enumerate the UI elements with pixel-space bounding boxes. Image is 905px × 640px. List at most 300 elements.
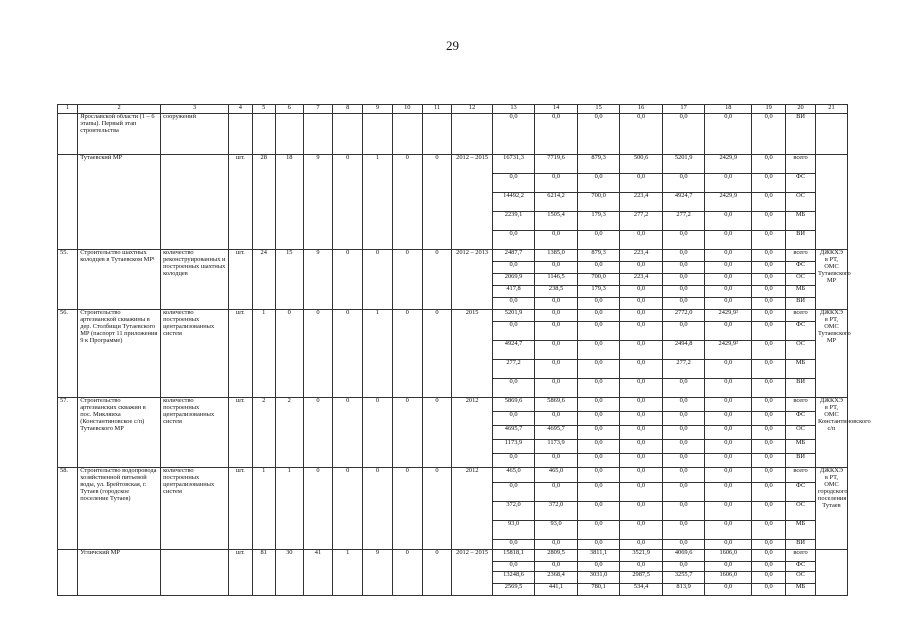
funding-source: МБ — [786, 286, 816, 298]
amount-cell: 16731,3 — [492, 155, 535, 174]
executor: ДЖКХЭ в РТ, ОМС Константиновского с/п — [815, 398, 847, 468]
amount-cell: 0,0 — [492, 322, 535, 341]
value-col6: 0 — [275, 310, 303, 398]
table-row — [58, 550, 848, 562]
amount-cell: 0,0 — [492, 540, 535, 550]
amount-cell: 0,0 — [577, 114, 620, 155]
amount-cell: 277,2 — [662, 212, 705, 231]
amount-cell: 0,0 — [705, 412, 752, 426]
amount-cell: 0,0 — [620, 426, 663, 440]
amount-cell: 238,5 — [535, 286, 578, 298]
column-number: 17 — [662, 105, 705, 114]
amount-cell: 0,0 — [662, 412, 705, 426]
executor: ДЖКХЭ в РТ, ОМС городского поселения Тутаев — [815, 468, 847, 550]
amount-cell: 2987,5 — [620, 572, 663, 584]
period: 2012 – 2013 — [452, 250, 492, 310]
amount-cell: 2368,4 — [535, 572, 578, 584]
amount-cell: 0,0 — [492, 562, 535, 572]
amount-cell: 0,0 — [662, 540, 705, 550]
amount-cell: 0,0 — [705, 426, 752, 440]
column-number: 21 — [815, 105, 847, 114]
amount-cell: 3811,1 — [577, 550, 620, 562]
value-col5: 81 — [252, 550, 275, 596]
amount-cell: 0,0 — [705, 174, 752, 193]
amount-cell: 0,0 — [752, 262, 786, 274]
amount-cell: 0,0 — [705, 454, 752, 468]
value-col11: 0 — [422, 550, 452, 596]
amount-cell: 0,0 — [752, 468, 786, 483]
value-col11: 0 — [422, 310, 452, 398]
table-row — [58, 310, 848, 322]
amount-cell: 223,4 — [620, 274, 663, 286]
amount-cell: 0,0 — [662, 262, 705, 274]
amount-cell: 5869,6 — [535, 398, 578, 412]
amount-cell: 14492,2 — [492, 193, 535, 212]
unit: шт. — [229, 310, 252, 398]
column-number: 20 — [786, 105, 816, 114]
amount-cell: 179,3 — [577, 212, 620, 231]
amount-cell: 0,0 — [492, 298, 535, 310]
amount-cell: 0,0 — [752, 584, 786, 596]
value-col9: 9 — [363, 550, 393, 596]
amount-cell: 3521,9 — [620, 550, 663, 562]
row-number: 57. — [58, 398, 78, 468]
amount-cell: 0,0 — [752, 212, 786, 231]
amount-cell: 2069,9 — [492, 274, 535, 286]
amount-cell: 0,0 — [705, 286, 752, 298]
amount-cell: 813,9 — [662, 584, 705, 596]
amount-cell: 0,0 — [752, 398, 786, 412]
value-col5 — [252, 114, 275, 155]
amount-cell: 0,0 — [492, 262, 535, 274]
amount-cell: 0,0 — [492, 454, 535, 468]
funding-source: ВИ — [786, 231, 816, 250]
amount-cell: 0,0 — [662, 250, 705, 262]
value-col10: 0 — [392, 550, 422, 596]
amount-cell: 0,0 — [620, 114, 663, 155]
amount-cell: 0,0 — [662, 440, 705, 454]
amount-cell: 0,0 — [705, 360, 752, 379]
amount-cell: 700,0 — [577, 193, 620, 212]
amount-cell: 5201,9 — [662, 155, 705, 174]
row-number — [58, 114, 78, 155]
amount-cell: 0,0 — [620, 341, 663, 360]
amount-cell: 0,0 — [620, 412, 663, 426]
amount-cell: 0,0 — [620, 379, 663, 398]
table-row — [58, 114, 848, 155]
funding-source: МБ — [786, 440, 816, 454]
value-col5: 2 — [252, 398, 275, 468]
table-row — [58, 398, 848, 412]
amount-cell: 1173,9 — [535, 440, 578, 454]
value-col8: 0 — [333, 250, 363, 310]
column-number: 10 — [392, 105, 422, 114]
column-number: 9 — [363, 105, 393, 114]
amount-cell: 0,0 — [620, 454, 663, 468]
amount-cell: 5869,6 — [492, 398, 535, 412]
amount-cell: 372,0 — [492, 502, 535, 521]
funding-source: ОС — [786, 572, 816, 584]
amount-cell: 0,0 — [705, 440, 752, 454]
amount-cell: 0,0 — [705, 584, 752, 596]
period: 2015 — [452, 310, 492, 398]
amount-cell: 417,8 — [492, 286, 535, 298]
amount-cell: 0,0 — [662, 174, 705, 193]
amount-cell: 1606,0 — [705, 550, 752, 562]
column-number: 15 — [577, 105, 620, 114]
amount-cell: 465,0 — [535, 468, 578, 483]
amount-cell: 0,0 — [620, 521, 663, 540]
amount-cell: 0,0 — [705, 298, 752, 310]
amount-cell: 0,0 — [752, 274, 786, 286]
amount-cell: 0,0 — [705, 540, 752, 550]
measure-name: Угличский МР — [78, 550, 161, 596]
amount-cell: 0,0 — [705, 322, 752, 341]
amount-cell: 0,0 — [535, 454, 578, 468]
amount-cell: 0,0 — [705, 562, 752, 572]
column-number: 13 — [492, 105, 535, 114]
executor: ДЖКХЭ в РТ, ОМС Тутаевского МР — [815, 310, 847, 398]
value-col7: 0 — [303, 468, 333, 550]
amount-cell: 0,0 — [662, 483, 705, 502]
amount-cell: 0,0 — [705, 468, 752, 483]
amount-cell: 0,0 — [705, 212, 752, 231]
amount-cell: 2772,0 — [662, 310, 705, 322]
amount-cell: 0,0 — [620, 322, 663, 341]
amount-cell: 0,0 — [705, 398, 752, 412]
amount-cell: 0,0 — [662, 322, 705, 341]
amount-cell: 0,0 — [535, 310, 578, 322]
value-col5: 28 — [252, 155, 275, 250]
amount-cell: 0,0 — [662, 454, 705, 468]
value-col11: 0 — [422, 155, 452, 250]
funding-source: ВИ — [786, 379, 816, 398]
funding-source: ОС — [786, 502, 816, 521]
funding-source: всего — [786, 468, 816, 483]
column-number: 2 — [78, 105, 161, 114]
amount-cell: 0,0 — [752, 360, 786, 379]
amount-cell: 0,0 — [535, 360, 578, 379]
amount-cell: 0,0 — [492, 174, 535, 193]
amount-cell: 0,0 — [662, 286, 705, 298]
executor — [815, 155, 847, 250]
amount-cell: 13248,6 — [492, 572, 535, 584]
funding-source: ОС — [786, 193, 816, 212]
column-number: 6 — [275, 105, 303, 114]
amount-cell: 0,0 — [752, 454, 786, 468]
funding-source: ОС — [786, 426, 816, 440]
amount-cell: 0,0 — [752, 341, 786, 360]
amount-cell: 277,2 — [492, 360, 535, 379]
amount-cell: 0,0 — [577, 440, 620, 454]
amount-cell: 1146,5 — [535, 274, 578, 286]
amount-cell: 0,0 — [620, 483, 663, 502]
amount-cell: 0,0 — [577, 454, 620, 468]
funding-source: ВИ — [786, 298, 816, 310]
amount-cell: 0,0 — [752, 572, 786, 584]
amount-cell: 0,0 — [577, 174, 620, 193]
amount-cell: 4924,7 — [662, 193, 705, 212]
column-number: 8 — [333, 105, 363, 114]
amount-cell: 2569,5 — [492, 584, 535, 596]
funding-source: всего — [786, 310, 816, 322]
funding-source: ОС — [786, 341, 816, 360]
amount-cell: 2429,9 — [705, 155, 752, 174]
funding-source: ФС — [786, 322, 816, 341]
period — [452, 114, 492, 155]
value-col8: 0 — [333, 155, 363, 250]
amount-cell: 0,0 — [752, 550, 786, 562]
amount-cell: 0,0 — [620, 298, 663, 310]
amount-cell: 0,0 — [577, 468, 620, 483]
amount-cell: 0,0 — [752, 483, 786, 502]
amount-cell: 2239,1 — [492, 212, 535, 231]
value-col6: 18 — [275, 155, 303, 250]
page-number: 29 — [446, 38, 459, 53]
value-col6 — [275, 114, 303, 155]
amount-cell: 0,0 — [620, 286, 663, 298]
column-number: 7 — [303, 105, 333, 114]
amount-cell: 0,0 — [620, 440, 663, 454]
amount-cell: 0,0 — [705, 231, 752, 250]
financing-table — [57, 104, 871, 596]
column-number: 16 — [620, 105, 663, 114]
funding-source: МБ — [786, 521, 816, 540]
value-col5: 1 — [252, 468, 275, 550]
value-col7: 9 — [303, 155, 333, 250]
amount-cell: 0,0 — [752, 412, 786, 426]
amount-cell: 0,0 — [535, 174, 578, 193]
column-number: 12 — [452, 105, 492, 114]
amount-cell: 0,0 — [752, 502, 786, 521]
value-col7: 41 — [303, 550, 333, 596]
funding-source: ВИ — [786, 540, 816, 550]
value-col10: 0 — [392, 398, 422, 468]
amount-cell: 0,0 — [752, 231, 786, 250]
amount-cell: 0,0 — [752, 322, 786, 341]
value-col9: 0 — [363, 398, 393, 468]
amount-cell: 879,3 — [577, 250, 620, 262]
value-col6: 30 — [275, 550, 303, 596]
indicator-name: сооружений — [161, 114, 229, 155]
amount-cell: 0,0 — [705, 114, 752, 155]
amount-cell: 0,0 — [577, 231, 620, 250]
executor: ДЖКХЭ в РТ, ОМС Тутаевского МР — [815, 250, 847, 310]
period: 2012 – 2015 — [452, 550, 492, 596]
amount-cell: 2487,7 — [492, 250, 535, 262]
amount-cell: 0,0 — [705, 262, 752, 274]
amount-cell: 0,0 — [662, 502, 705, 521]
amount-cell: 879,3 — [577, 155, 620, 174]
amount-cell: 0,0 — [620, 174, 663, 193]
funding-source: всего — [786, 550, 816, 562]
amount-cell: 0,0 — [752, 286, 786, 298]
amount-cell: 0,0 — [577, 341, 620, 360]
amount-cell: 0,0 — [662, 426, 705, 440]
amount-cell: 0,0 — [577, 298, 620, 310]
value-col6: 15 — [275, 250, 303, 310]
value-col7: 0 — [303, 398, 333, 468]
amount-cell: 0,0 — [662, 398, 705, 412]
amount-cell: 0,0 — [662, 521, 705, 540]
amount-cell: 0,0 — [752, 114, 786, 155]
funding-source: ФС — [786, 483, 816, 502]
amount-cell: 0,0 — [577, 379, 620, 398]
value-col8: 1 — [333, 550, 363, 596]
amount-cell: 0,0 — [577, 502, 620, 521]
amount-cell: 0,0 — [535, 322, 578, 341]
amount-cell: 0,0 — [577, 412, 620, 426]
amount-cell: 223,4 — [620, 193, 663, 212]
amount-cell: 0,0 — [577, 360, 620, 379]
table-row — [58, 250, 848, 262]
amount-cell: 0,0 — [620, 231, 663, 250]
amount-cell: 0,0 — [535, 298, 578, 310]
amount-cell: 0,0 — [752, 379, 786, 398]
amount-cell: 0,0 — [620, 310, 663, 322]
funding-source: МБ — [786, 584, 816, 596]
amount-cell: 0,0 — [492, 483, 535, 502]
amount-cell: 0,0 — [620, 562, 663, 572]
value-col9: 1 — [363, 310, 393, 398]
table-row — [58, 155, 848, 174]
amount-cell: 0,0 — [577, 483, 620, 502]
measure-name: Строительство водопровода хозяйственной питьевой воды, ул. Брейтовская, г. Тутаев (городское поселение Тутаев) — [78, 468, 161, 550]
amount-cell: 1173,9 — [492, 440, 535, 454]
value-col8 — [333, 114, 363, 155]
measure-name: Строительство артезианской скважины в дер. Столбищи Тутаевского МР (паспорт 11 приложения 9 к Программе) — [78, 310, 161, 398]
amount-cell: 500,6 — [620, 155, 663, 174]
amount-cell: 0,0 — [620, 502, 663, 521]
indicator-name: количество построенных централизованных систем — [161, 398, 229, 468]
amount-cell: 0,0 — [577, 322, 620, 341]
amount-cell: 0,0 — [620, 398, 663, 412]
column-number: 3 — [161, 105, 229, 114]
executor — [815, 114, 847, 155]
value-col8: 0 — [333, 468, 363, 550]
amount-cell: 0,0 — [577, 398, 620, 412]
amount-cell: 1606,0 — [705, 572, 752, 584]
amount-cell: 277,2 — [662, 360, 705, 379]
amount-cell: 0,0 — [752, 250, 786, 262]
amount-cell: 1385,0 — [535, 250, 578, 262]
measure-name: Тутаевский МР — [78, 155, 161, 250]
amount-cell: 0,0 — [662, 562, 705, 572]
column-number: 5 — [252, 105, 275, 114]
amount-cell: 0,0 — [577, 426, 620, 440]
amount-cell: 4924,7 — [492, 341, 535, 360]
value-col9: 1 — [363, 155, 393, 250]
funding-source: ФС — [786, 412, 816, 426]
measure-name: Строительство шахтных колодцев в Тутаевском МР¹ — [78, 250, 161, 310]
amount-cell: 0,0 — [620, 540, 663, 550]
row-number: 58. — [58, 468, 78, 550]
amount-cell: 3255,7 — [662, 572, 705, 584]
row-number: 55. — [58, 250, 78, 310]
amount-cell: 780,1 — [577, 584, 620, 596]
amount-cell: 5201,9 — [492, 310, 535, 322]
amount-cell: 93,0 — [535, 521, 578, 540]
amount-cell: 372,0 — [535, 502, 578, 521]
value-col11 — [422, 114, 452, 155]
amount-cell: 2429,9² — [705, 341, 752, 360]
unit: шт. — [229, 155, 252, 250]
amount-cell: 0,0 — [705, 250, 752, 262]
amount-cell: 223,4 — [620, 250, 663, 262]
amount-cell: 179,3 — [577, 286, 620, 298]
column-number: 1 — [58, 105, 78, 114]
amount-cell: 4069,6 — [662, 550, 705, 562]
column-number: 18 — [705, 105, 752, 114]
unit: шт. — [229, 550, 252, 596]
value-col8: 0 — [333, 398, 363, 468]
funding-source: всего — [786, 398, 816, 412]
executor — [815, 550, 847, 596]
unit: шт. — [229, 468, 252, 550]
value-col11: 0 — [422, 250, 452, 310]
value-col5: 24 — [252, 250, 275, 310]
value-col11: 0 — [422, 398, 452, 468]
amount-cell: 0,0 — [620, 360, 663, 379]
funding-source: ФС — [786, 562, 816, 572]
value-col6: 1 — [275, 468, 303, 550]
value-col9: 0 — [363, 250, 393, 310]
column-number: 14 — [535, 105, 578, 114]
amount-cell: 0,0 — [535, 114, 578, 155]
amount-cell: 0,0 — [535, 231, 578, 250]
funding-source: всего — [786, 250, 816, 262]
amount-cell: 0,0 — [577, 262, 620, 274]
amount-cell: 0,0 — [752, 440, 786, 454]
amount-cell: 0,0 — [662, 231, 705, 250]
value-col5: 1 — [252, 310, 275, 398]
funding-source: МБ — [786, 212, 816, 231]
amount-cell: 2494,8 — [662, 341, 705, 360]
period: 2012 – 2015 — [452, 155, 492, 250]
indicator-name: количество реконструированных и построенных шахтных колодцев — [161, 250, 229, 310]
amount-cell: 0,0 — [705, 379, 752, 398]
indicator-name — [161, 550, 229, 596]
value-col10: 0 — [392, 468, 422, 550]
amount-cell: 0,0 — [662, 114, 705, 155]
amount-cell: 0,0 — [492, 114, 535, 155]
amount-cell: 0,0 — [752, 298, 786, 310]
amount-cell: 0,0 — [662, 468, 705, 483]
value-col7: 9 — [303, 250, 333, 310]
amount-cell: 4695,7 — [492, 426, 535, 440]
value-col10: 0 — [392, 155, 422, 250]
amount-cell: 0,0 — [492, 231, 535, 250]
row-number: 56. — [58, 310, 78, 398]
period: 2012 — [452, 468, 492, 550]
period: 2012 — [452, 398, 492, 468]
amount-cell: 0,0 — [662, 379, 705, 398]
indicator-name: количество построенных централизованных систем — [161, 468, 229, 550]
value-col7 — [303, 114, 333, 155]
amount-cell: 0,0 — [492, 412, 535, 426]
value-col9: 0 — [363, 468, 393, 550]
amount-cell: 0,0 — [705, 483, 752, 502]
amount-cell: 534,4 — [620, 584, 663, 596]
column-number: 4 — [229, 105, 252, 114]
amount-cell: 0,0 — [577, 310, 620, 322]
indicator-name — [161, 155, 229, 250]
funding-source: ФС — [786, 262, 816, 274]
amount-cell: 0,0 — [705, 274, 752, 286]
value-col10 — [392, 114, 422, 155]
amount-cell: 0,0 — [705, 502, 752, 521]
funding-source: ОС — [786, 274, 816, 286]
